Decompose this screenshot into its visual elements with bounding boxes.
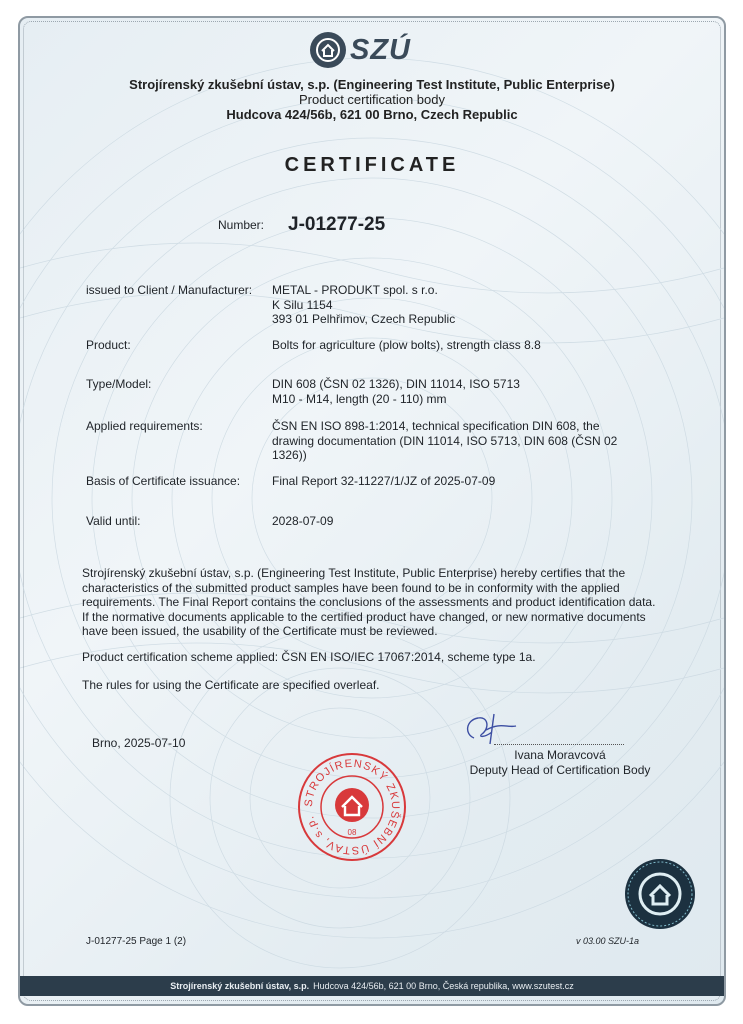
field-value-client: METAL - PRODUKT spol. s r.o. K Silu 1154 393 01 Pelhřimov, Czech Republic: [272, 283, 456, 326]
footer-bar: [20, 976, 724, 996]
szu-logo: [310, 32, 440, 72]
certification-statement: Strojírenský zkušební ústav, s.p. (Engineering Test Institute, Public Enterprise) hereby certifies that the characteristics of the submitted product samples have been found to be in conformity with the applied requirements. The Final Report contains the conclusions of the assessments and product identification data. If the normative documents applicable to the certified product have changed, or new normative documents have been issued, the usability of the Certificate must be reviewed.: [82, 566, 656, 638]
signature-line: [494, 744, 624, 745]
footer-company: Strojírenský zkušební ústav, s.p.: [170, 981, 310, 991]
number-label: Number:: [218, 218, 265, 232]
signatory-name: Ivana Moravcová: [514, 748, 606, 762]
field-value-product: Bolts for agriculture (plow bolts), strength class 8.8: [272, 338, 541, 352]
place-date: Brno, 2025-07-10: [92, 736, 186, 750]
field-label-basis: Basis of Certificate issuance:: [86, 474, 241, 488]
signatory-title: Deputy Head of Certification Body: [469, 762, 651, 777]
scheme-statement: Product certification scheme applied: ČSN EN ISO/IEC 17067:2014, scheme type 1a.: [82, 650, 536, 664]
page-reference: J-01277-25 Page 1 (2): [86, 936, 187, 947]
certification-body: Product certification body: [299, 92, 445, 107]
field-label-valid: Valid until:: [86, 514, 141, 528]
svg-text:08: 08: [347, 828, 357, 837]
hologram-seal-icon: [624, 858, 696, 930]
signatory-block: [460, 748, 660, 777]
form-version: v 03.00 SZU-1a: [576, 936, 640, 946]
footer-address: Hudcova 424/56b, 621 00 Brno, Česká republika, www.szutest.cz: [313, 981, 574, 991]
field-label-requirements: Applied requirements:: [86, 419, 203, 433]
certificate-title: CERTIFICATE: [284, 154, 460, 176]
svg-text:STROJÍRENSKÝ ZKUŠEBNÍ ÚSTAV, s: STROJÍRENSKÝ ZKUŠEBNÍ ÚSTAV, s.p.: [302, 757, 402, 857]
field-label-client: issued to Client / Manufacturer:: [86, 283, 253, 297]
institute-address: Hudcova 424/56b, 621 00 Brno, Czech Republic: [226, 107, 518, 122]
rules-statement: The rules for using the Certificate are specified overleaf.: [82, 678, 380, 692]
field-label-product: Product:: [86, 338, 131, 352]
logo-wordmark: SZÚ: [350, 34, 411, 66]
signature-icon: [460, 708, 540, 748]
field-value-basis: Final Report 32-11227/1/JZ of 2025-07-09: [272, 474, 496, 488]
institute-name: Strojírenský zkušební ústav, s.p. (Engineering Test Institute, Public Enterprise): [129, 77, 615, 92]
official-stamp-icon: [296, 751, 408, 863]
field-label-type: Type/Model:: [86, 377, 152, 391]
szu-emblem-icon: [310, 32, 346, 68]
certificate-number: J-01277-25: [288, 214, 386, 235]
field-value-requirements: ČSN EN ISO 898-1:2014, technical specification DIN 608, the drawing documentation (DIN 11014, ISO 5713, DIN 608 (ČSN 02 1326)): [272, 419, 618, 462]
certificate-sheet: [18, 16, 726, 1006]
field-value-valid: 2028-07-09: [272, 514, 334, 528]
field-value-type: DIN 608 (ČSN 02 1326), DIN 11014, ISO 5713 M10 - M14, length (20 - 110) mm: [272, 377, 520, 406]
